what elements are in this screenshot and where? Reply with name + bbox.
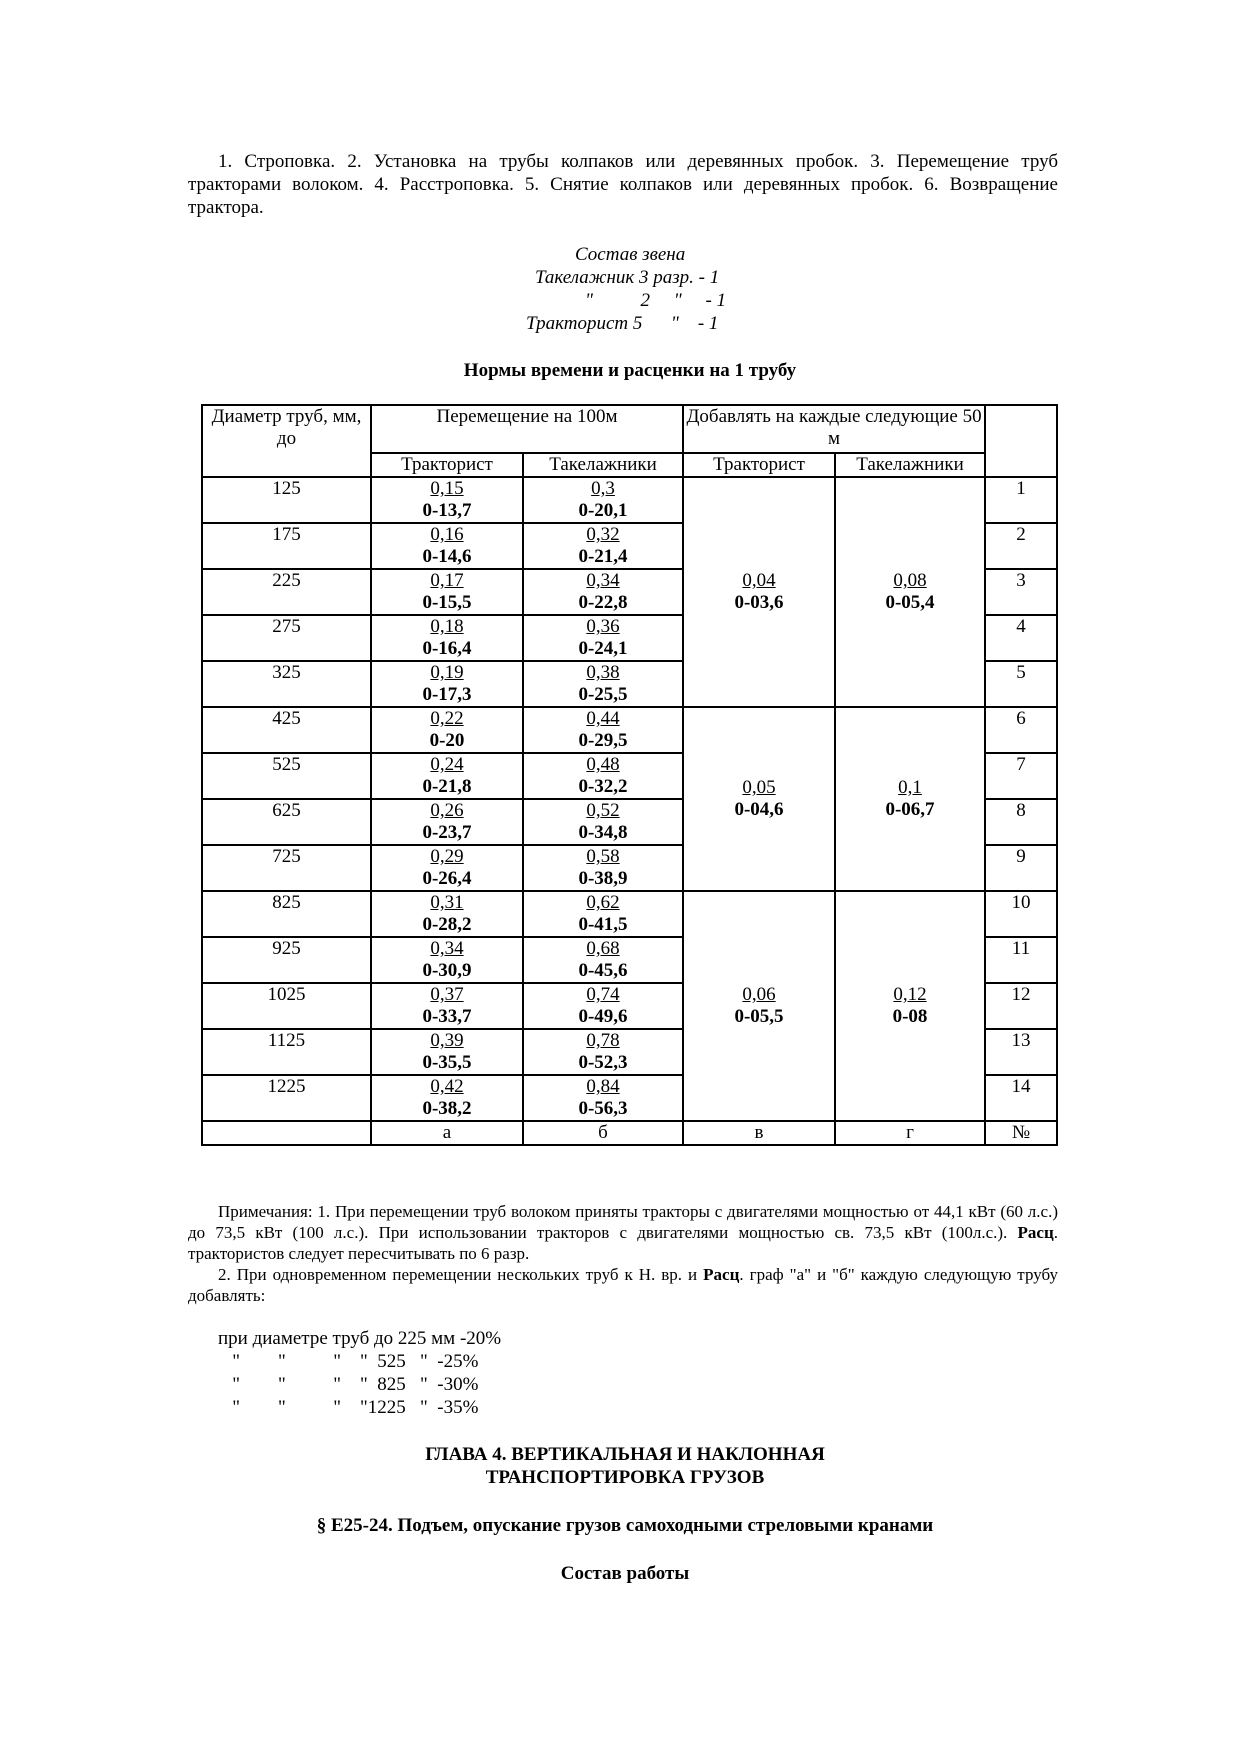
header-riggers-add: Такелажники [835, 453, 985, 477]
cell-tractor [371, 523, 523, 569]
cell-riggers-norm: 0,78 [586, 1030, 620, 1051]
table-footer-row [202, 1121, 1057, 1145]
cell-diameter: 725 [202, 845, 371, 891]
cell-tractor [371, 1029, 523, 1075]
cell-row-number: 12 [985, 983, 1057, 1029]
cell-riggers [523, 799, 683, 845]
cell-riggers [523, 615, 683, 661]
table-title: Нормы времени и расценки на 1 трубу [463, 360, 797, 381]
crew-line-2: " 2 " - 1 [585, 290, 727, 311]
cell-riggers-norm: 0,3 [591, 478, 615, 499]
cell-add-riggers [835, 477, 985, 707]
cell-diameter: 925 [202, 937, 371, 983]
cell-add-tractor-norm: 0,05 [742, 777, 776, 798]
cell-tractor-norm: 0,19 [430, 662, 464, 683]
cell-tractor-price: 0-23,7 [422, 822, 472, 843]
header-tractor-add: Тракторист [683, 453, 835, 477]
cell-row-number: 8 [985, 799, 1057, 845]
footer-col-d: г [835, 1121, 985, 1145]
cell-riggers-norm: 0,62 [586, 892, 620, 913]
norms-table [201, 404, 1058, 1146]
cell-riggers [523, 1029, 683, 1075]
note-1-text-a: Примечания: 1. При перемещении труб волоком приняты тракторы с двигателями мощностью от 44,1 кВт (60 л.с.) до 73,5 кВт (100 л.с.). При использовании тракторов с двигателями мощностью св. 73,5 кВт (100л.с.). [188, 1202, 1058, 1242]
cell-diameter: 825 [202, 891, 371, 937]
table-row [202, 707, 1057, 753]
note-2-rate-label: Расц [703, 1265, 740, 1284]
cell-tractor [371, 615, 523, 661]
cell-tractor [371, 983, 523, 1029]
cell-add-riggers-price: 0-05,4 [885, 592, 935, 613]
cell-add-riggers-norm: 0,1 [898, 777, 922, 798]
cell-riggers [523, 891, 683, 937]
cell-diameter: 175 [202, 523, 371, 569]
cell-tractor [371, 845, 523, 891]
cell-tractor-norm: 0,26 [430, 800, 464, 821]
cell-tractor-norm: 0,34 [430, 938, 464, 959]
cell-tractor-price: 0-17,3 [422, 684, 472, 705]
cell-row-number: 5 [985, 661, 1057, 707]
cell-diameter: 275 [202, 615, 371, 661]
footer-col-c: в [683, 1121, 835, 1145]
header-add: Добавлять на каждые следующие 50 м [683, 405, 985, 453]
cell-diameter: 125 [202, 477, 371, 523]
note-2 [188, 1264, 1058, 1306]
note-1-rate-label: Расц [1017, 1223, 1054, 1242]
cell-tractor-price: 0-15,5 [422, 592, 472, 613]
cell-add-tractor [683, 477, 835, 707]
cell-tractor [371, 753, 523, 799]
cell-diameter: 525 [202, 753, 371, 799]
note-2-text-c: . граф "а" и "б" каждую следующую трубу добавлять: [188, 1265, 1058, 1305]
cell-diameter: 1125 [202, 1029, 371, 1075]
cell-riggers-price: 0-29,5 [578, 730, 628, 751]
cell-riggers-norm: 0,84 [586, 1076, 620, 1097]
footer-col-a: а [371, 1121, 523, 1145]
cell-tractor-price: 0-13,7 [422, 500, 472, 521]
cell-row-number: 4 [985, 615, 1057, 661]
cell-riggers [523, 845, 683, 891]
cell-riggers [523, 477, 683, 523]
cell-tractor-price: 0-20 [429, 730, 465, 751]
cell-tractor-norm: 0,18 [430, 616, 464, 637]
cell-diameter: 225 [202, 569, 371, 615]
cell-tractor-price: 0-14,6 [422, 546, 472, 567]
cell-riggers-price: 0-52,3 [578, 1052, 628, 1073]
cell-riggers [523, 707, 683, 753]
cell-riggers-price: 0-21,4 [578, 546, 628, 567]
cell-tractor-price: 0-35,5 [422, 1052, 472, 1073]
cell-row-number: 9 [985, 845, 1057, 891]
cell-riggers-price: 0-45,6 [578, 960, 628, 981]
cell-tractor-norm: 0,22 [430, 708, 464, 729]
note-2-text-a: 2. При одновременном перемещении нескольких труб к Н. вр. и [218, 1265, 704, 1284]
cell-riggers-price: 0-38,9 [578, 868, 628, 889]
cell-tractor [371, 707, 523, 753]
note-1-text-c: . трактористов следует пересчитывать по 6 разр. [188, 1223, 1058, 1263]
cell-tractor-norm: 0,24 [430, 754, 464, 775]
cell-tractor-price: 0-28,2 [422, 914, 472, 935]
cell-riggers-price: 0-32,2 [578, 776, 628, 797]
cell-row-number: 3 [985, 569, 1057, 615]
crew-line-3: Тракторист 5 " - 1 [526, 313, 719, 334]
header-tractor: Тракторист [371, 453, 523, 477]
table-row [202, 477, 1057, 523]
cell-riggers [523, 1075, 683, 1121]
cell-riggers-norm: 0,58 [586, 846, 620, 867]
crew-title: Состав звена [575, 244, 686, 265]
cell-diameter: 625 [202, 799, 371, 845]
cell-row-number: 13 [985, 1029, 1057, 1075]
percent-line-3: " " " " 825 " -30% [218, 1374, 479, 1395]
cell-riggers [523, 937, 683, 983]
cell-diameter: 1025 [202, 983, 371, 1029]
cell-tractor-norm: 0,31 [430, 892, 464, 913]
header-move: Перемещение на 100м [371, 405, 683, 453]
cell-add-tractor [683, 891, 835, 1121]
cell-add-riggers-norm: 0,12 [893, 984, 927, 1005]
cell-riggers-price: 0-24,1 [578, 638, 628, 659]
cell-riggers-price: 0-56,3 [578, 1098, 628, 1119]
cell-add-tractor-norm: 0,06 [742, 984, 776, 1005]
cell-riggers [523, 983, 683, 1029]
cell-add-tractor-price: 0-04,6 [734, 799, 784, 820]
cell-riggers-norm: 0,34 [586, 570, 620, 591]
cell-riggers-price: 0-49,6 [578, 1006, 628, 1027]
cell-tractor-price: 0-38,2 [422, 1098, 472, 1119]
cell-row-number: 1 [985, 477, 1057, 523]
footer-col-b: б [523, 1121, 683, 1145]
cell-tractor [371, 799, 523, 845]
work-title: Состав работы [560, 1563, 690, 1584]
cell-tractor-norm: 0,42 [430, 1076, 464, 1097]
cell-riggers [523, 569, 683, 615]
cell-add-tractor [683, 707, 835, 891]
cell-row-number: 6 [985, 707, 1057, 753]
cell-diameter: 1225 [202, 1075, 371, 1121]
cell-riggers-norm: 0,38 [586, 662, 620, 683]
cell-add-riggers-norm: 0,08 [893, 570, 927, 591]
cell-tractor [371, 477, 523, 523]
chapter-title-2: ТРАНСПОРТИРОВКА ГРУЗОВ [485, 1467, 765, 1488]
cell-tractor-price: 0-26,4 [422, 868, 472, 889]
cell-row-number: 14 [985, 1075, 1057, 1121]
cell-add-tractor-norm: 0,04 [742, 570, 776, 591]
footer-col-number: № [985, 1121, 1057, 1145]
crew-line-1: Такелажник 3 разр. - 1 [535, 267, 720, 288]
cell-add-tractor-price: 0-03,6 [734, 592, 784, 613]
cell-row-number: 7 [985, 753, 1057, 799]
cell-row-number: 10 [985, 891, 1057, 937]
cell-riggers-norm: 0,36 [586, 616, 620, 637]
cell-riggers-price: 0-34,8 [578, 822, 628, 843]
cell-tractor-price: 0-33,7 [422, 1006, 472, 1027]
cell-add-riggers-price: 0-06,7 [885, 799, 935, 820]
cell-row-number: 2 [985, 523, 1057, 569]
chapter-title-1: ГЛАВА 4. ВЕРТИКАЛЬНАЯ И НАКЛОННАЯ [425, 1444, 825, 1465]
cell-add-riggers-price: 0-08 [892, 1006, 928, 1027]
cell-tractor [371, 661, 523, 707]
cell-tractor-price: 0-21,8 [422, 776, 472, 797]
cell-tractor-price: 0-16,4 [422, 638, 472, 659]
cell-riggers [523, 661, 683, 707]
cell-riggers-price: 0-25,5 [578, 684, 628, 705]
cell-riggers-norm: 0,74 [586, 984, 620, 1005]
cell-tractor-norm: 0,37 [430, 984, 464, 1005]
cell-tractor [371, 1075, 523, 1121]
norms-table-body [202, 405, 1057, 1145]
cell-riggers [523, 753, 683, 799]
percent-line-1: при диаметре труб до 225 мм -20% [218, 1328, 502, 1349]
cell-riggers-price: 0-22,8 [578, 592, 628, 613]
cell-tractor [371, 891, 523, 937]
cell-riggers-norm: 0,68 [586, 938, 620, 959]
cell-tractor-norm: 0,16 [430, 524, 464, 545]
cell-tractor-norm: 0,39 [430, 1030, 464, 1051]
cell-riggers-norm: 0,52 [586, 800, 620, 821]
header-empty [985, 405, 1057, 477]
section-title: § Е25-24. Подъем, опускание грузов самоходными стреловыми кранами [316, 1515, 934, 1536]
footer-empty [202, 1121, 371, 1145]
cell-tractor-price: 0-30,9 [422, 960, 472, 981]
cell-riggers-price: 0-41,5 [578, 914, 628, 935]
cell-add-riggers [835, 707, 985, 891]
cell-row-number: 11 [985, 937, 1057, 983]
cell-riggers-norm: 0,48 [586, 754, 620, 775]
cell-tractor [371, 937, 523, 983]
percent-line-4: " " " "1225 " -35% [218, 1397, 479, 1418]
cell-diameter: 325 [202, 661, 371, 707]
cell-tractor [371, 569, 523, 615]
work-composition-text: 1. Строповка. 2. Установка на трубы колпаков или деревянных пробок. 3. Перемещение труб тракторами волоком. 4. Расстроповка. 5. Снятие колпаков или деревянных пробок. 6. Возвращение трактора. [188, 151, 1058, 218]
table-row [202, 891, 1057, 937]
cell-add-riggers [835, 891, 985, 1121]
cell-add-tractor-price: 0-05,5 [734, 1006, 784, 1027]
cell-riggers-price: 0-20,1 [578, 500, 628, 521]
cell-tractor-norm: 0,15 [430, 478, 464, 499]
header-riggers: Такелажники [523, 453, 683, 477]
note-1 [188, 1201, 1058, 1264]
percent-line-2: " " " " 525 " -25% [218, 1351, 479, 1372]
cell-riggers [523, 523, 683, 569]
header-diameter: Диаметр труб, мм, до [202, 405, 371, 477]
cell-tractor-norm: 0,17 [430, 570, 464, 591]
cell-riggers-norm: 0,32 [586, 524, 620, 545]
cell-riggers-norm: 0,44 [586, 708, 620, 729]
cell-tractor-norm: 0,29 [430, 846, 464, 867]
cell-diameter: 425 [202, 707, 371, 753]
